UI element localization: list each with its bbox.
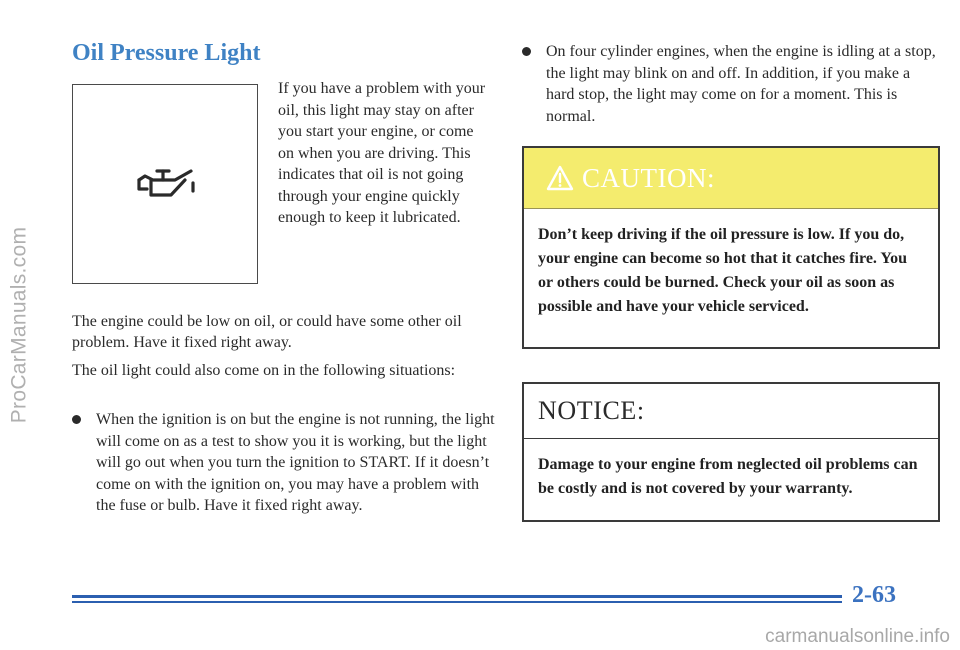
footer-rules [72,595,842,605]
paragraph-low-oil: The engine could be low on oil, or could have some other oil problem. Have it fixed right away. [72,313,462,351]
oil-can-icon [133,167,197,201]
caution-body: Don’t keep driving if the oil pressure is low. If you do, your engine can become so hot that it catches fire. You or others could be burned. Check your oil as soon as possible and have your vehicle serviced. [538,226,907,315]
side-watermark [2,0,36,650]
caution-box [522,146,940,349]
bullet-dot [72,415,81,424]
caution-header [524,148,938,209]
intro-paragraph: If you have a problem with your oil, this light may stay on after you start your engine, or come on when you are driving. This indicates that oil is not going through your engine quickly enough to keep it lubricated. [278,80,486,226]
notice-title: NOTICE: [538,396,645,425]
notice-box [522,382,940,522]
bullet-text: On four cylinder engines, when the engine is idling at a stop, the light may blink on and off. In addition, if you make a hard stop, the light may come on for a moment. This is normal. [546,43,936,125]
oil-light-figure [72,84,258,284]
paragraph-situations: The oil light could also come on in the following situations: [72,362,456,379]
bullet-item [96,409,496,517]
footer-rule-thick [72,595,842,598]
bullet-text: When the ignition is on but the engine is not running, the light will come on as a test to show you it is working, but the light will go out when you turn the ignition to START. If it doesn’t come on with the ignition on, you may have a problem with the fuse or bulb. Have it fixed right away. [96,411,495,514]
notice-header [524,384,938,439]
page-number: 2-63 [852,582,896,608]
bullet-dot [522,47,531,56]
caution-title: CAUTION: [582,162,715,193]
bullet-item [546,41,938,127]
side-watermark-text: ProCarManuals.com [7,226,30,424]
warning-triangle-icon [546,165,574,191]
notice-body: Damage to your engine from neglected oil problems can be costly and is not covered by your warranty. [538,456,918,497]
bottom-watermark: carmanualsonline.info [765,626,950,647]
footer-rule-thin [72,601,842,603]
section-heading: Oil Pressure Light [72,40,261,66]
